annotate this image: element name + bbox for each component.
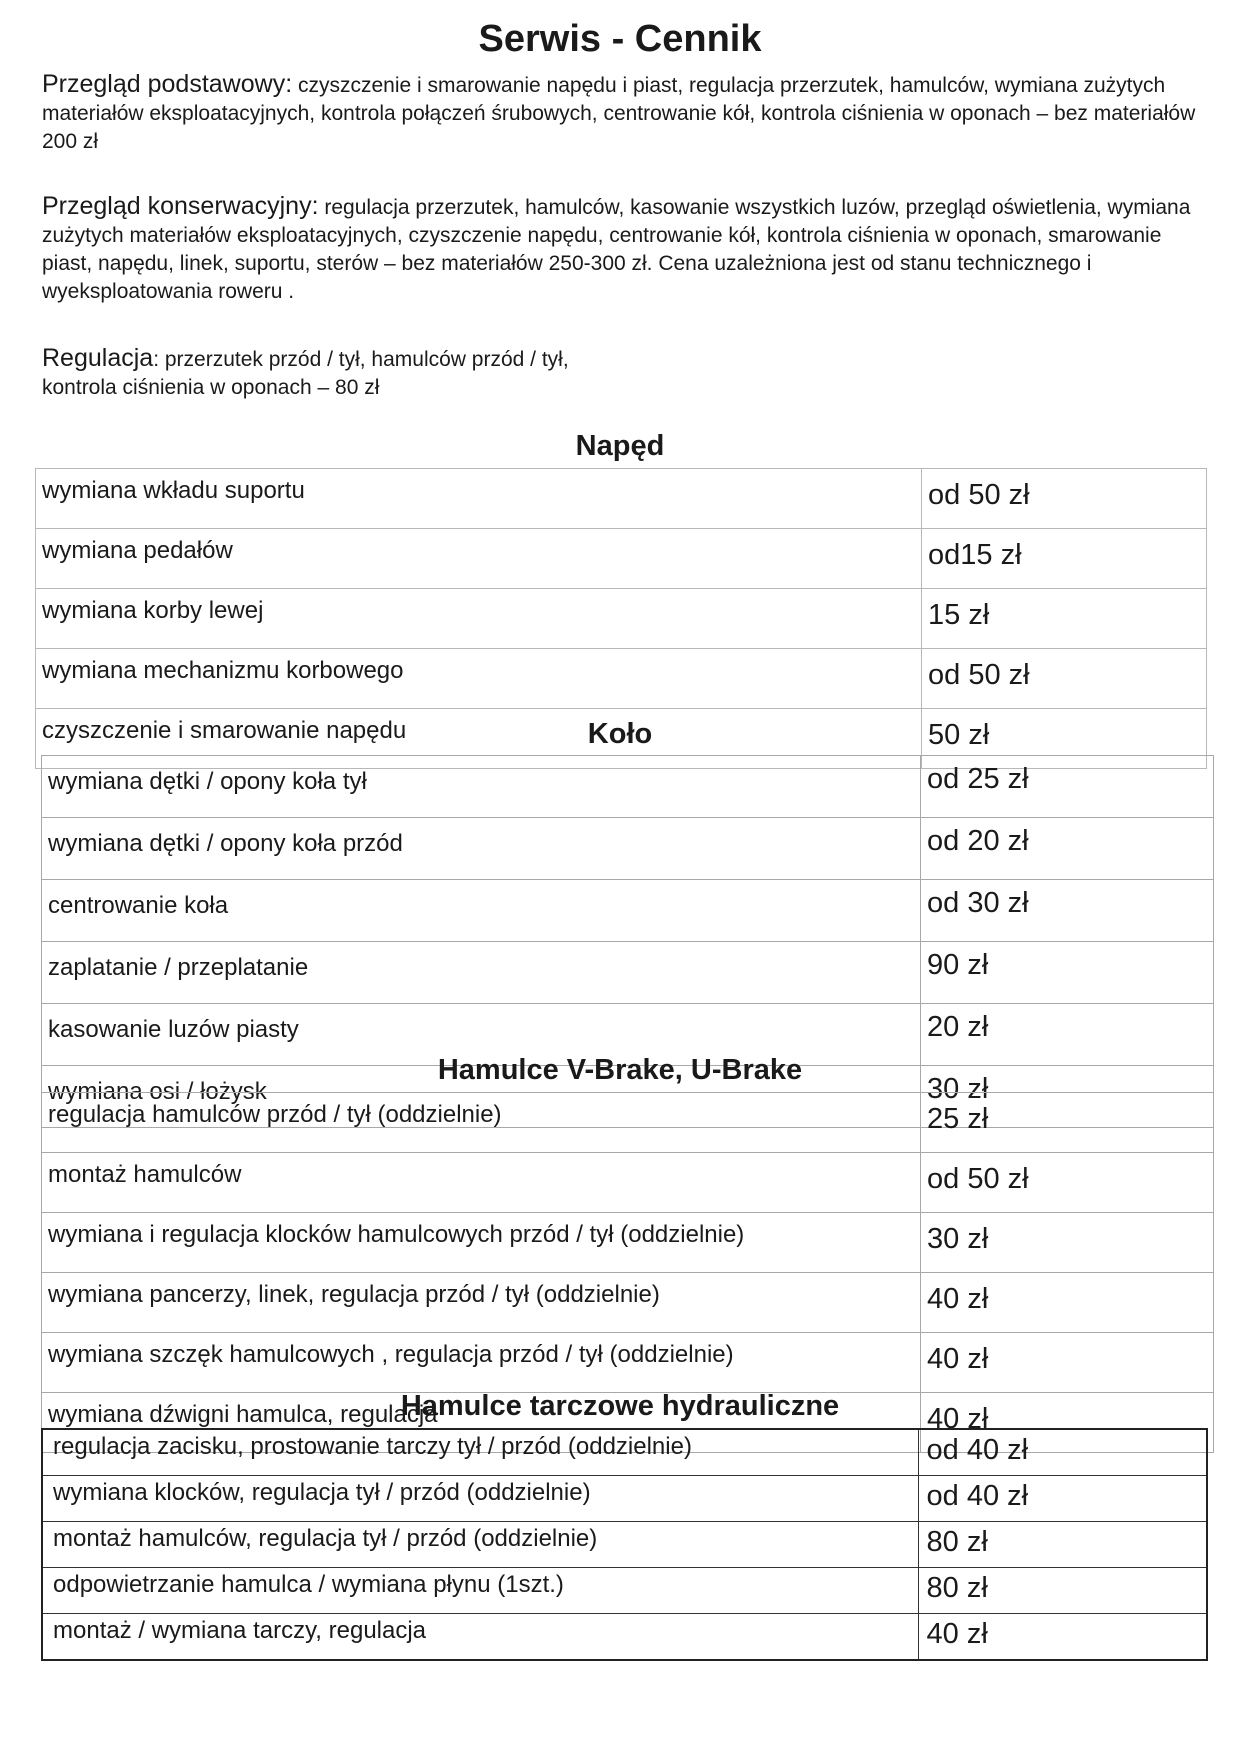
service-price: od 50 zł xyxy=(922,649,1207,709)
service-price: od 50 zł xyxy=(922,469,1207,529)
intro-adjustment xyxy=(42,344,1212,402)
service-name: zaplatanie / przeplatanie xyxy=(42,942,921,1004)
intro-maintenance-service xyxy=(42,192,1212,306)
service-name: wymiana pancerzy, linek, regulacja przód / tył (oddzielnie) xyxy=(42,1273,921,1333)
service-price: 15 zł xyxy=(922,589,1207,649)
service-name: wymiana i regulacja klocków hamulcowych przód / tył (oddzielnie) xyxy=(42,1213,921,1273)
intro-maintenance-text: regulacja przerzutek, hamulców, kasowanie wszystkich luzów, przegląd oświetlenia, wymiana zużytych materiałów eksploatacyjnych, czyszczenie napędu, centrowanie kół, kontrola ciśnienia w oponach, smarowanie piast, napędu, linek, suportu, sterów – bez materiałów 250-300 zł. Cena uzależniona jest od stanu technicznego i wyeksploatowania roweru . xyxy=(42,196,1191,303)
intro-adjustment-text-2: kontrola ciśnienia w oponach – 80 zł xyxy=(42,376,380,399)
service-price: od 30 zł xyxy=(921,880,1214,942)
service-name: kasowanie luzów piasty xyxy=(42,1004,921,1066)
service-name: montaż / wymiana tarczy, regulacja xyxy=(42,1614,918,1661)
table-row xyxy=(42,880,1214,942)
service-price: 30 zł xyxy=(921,1066,1214,1128)
service-name: wymiana korby lewej xyxy=(36,589,922,649)
table-row xyxy=(42,1093,1214,1153)
table-row xyxy=(36,589,1207,649)
service-name: wymiana dętki / opony koła przód xyxy=(42,818,921,880)
table-row xyxy=(36,469,1207,529)
intro-adjustment-lead: Regulacja xyxy=(42,344,154,372)
service-name: wymiana dętki / opony koła tył xyxy=(42,756,921,818)
service-price: 30 zł xyxy=(921,1213,1214,1273)
service-price: 50 zł xyxy=(922,709,1207,769)
service-name: wymiana szczęk hamulcowych , regulacja przód / tył (oddzielnie) xyxy=(42,1333,921,1393)
service-name: czyszczenie i smarowanie napędu xyxy=(36,709,922,769)
service-name: regulacja hamulców przód / tył (oddzielnie) xyxy=(42,1093,921,1153)
intro-adjustment-text: : przerzutek przód / tył, hamulców przód / tył, xyxy=(153,348,569,371)
service-price: od 40 zł xyxy=(918,1429,1207,1476)
service-price: 90 zł xyxy=(921,942,1214,1004)
intro-basic-lead: Przegląd podstawowy: xyxy=(42,70,293,98)
section-title-vbrake: Hamulce V-Brake, U-Brake xyxy=(437,1054,803,1086)
table-row xyxy=(42,756,1214,818)
table-row xyxy=(36,649,1207,709)
service-price: od 40 zł xyxy=(918,1476,1207,1522)
price-table-hydro xyxy=(41,1428,1208,1661)
table-row xyxy=(42,1568,1207,1614)
service-price: od15 zł xyxy=(922,529,1207,589)
service-price: 40 zł xyxy=(921,1393,1214,1453)
service-name: wymiana wkładu suportu xyxy=(36,469,922,529)
table-row xyxy=(42,818,1214,880)
table-row xyxy=(42,1153,1214,1213)
service-price: 40 zł xyxy=(918,1614,1207,1661)
service-price: 80 zł xyxy=(918,1568,1207,1614)
service-name: wymiana osi / łożysk xyxy=(42,1066,921,1128)
service-price: od 25 zł xyxy=(921,756,1214,818)
table-row xyxy=(42,942,1214,1004)
table-row xyxy=(42,1614,1207,1661)
page-title: Serwis - Cennik xyxy=(478,18,762,60)
service-name: wymiana pedałów xyxy=(36,529,922,589)
service-price: od 20 zł xyxy=(921,818,1214,880)
section-title-naped: Napęd xyxy=(575,430,665,462)
table-row xyxy=(42,1429,1207,1476)
service-name: montaż hamulców, regulacja tył / przód (oddzielnie) xyxy=(42,1522,918,1568)
service-price: 20 zł xyxy=(921,1004,1214,1066)
intro-basic-text: czyszczenie i smarowanie napędu i piast, regulacja przerzutek, hamulców, wymiana zużytych materiałów eksploatacyjnych, kontrola połączeń śrubowych, centrowanie kół, kontrola ciśnienia w oponach – bez materiałów 200 zł xyxy=(42,74,1196,153)
table-row xyxy=(36,529,1207,589)
section-title-kolo: Koło xyxy=(587,718,653,750)
service-name: centrowanie koła xyxy=(42,880,921,942)
service-price: 80 zł xyxy=(918,1522,1207,1568)
service-name: wymiana mechanizmu korbowego xyxy=(36,649,922,709)
service-name: wymiana klocków, regulacja tył / przód (oddzielnie) xyxy=(42,1476,918,1522)
service-price: 40 zł xyxy=(921,1273,1214,1333)
service-name: odpowietrzanie hamulca / wymiana płynu (1szt.) xyxy=(42,1568,918,1614)
section-title-hydro: Hamulce tarczowe hydrauliczne xyxy=(400,1390,840,1422)
table-row xyxy=(42,1476,1207,1522)
table-row xyxy=(42,1273,1214,1333)
table-row xyxy=(42,1522,1207,1568)
service-price: 25 zł xyxy=(921,1093,1214,1153)
service-price: 40 zł xyxy=(921,1333,1214,1393)
service-name: montaż hamulców xyxy=(42,1153,921,1213)
table-row xyxy=(42,1213,1214,1273)
service-name: wymiana dźwigni hamulca, regulacja xyxy=(42,1393,921,1453)
service-price: od 50 zł xyxy=(921,1153,1214,1213)
service-name: regulacja zacisku, prostowanie tarczy tył / przód (oddzielnie) xyxy=(42,1429,918,1476)
table-row xyxy=(42,1333,1214,1393)
intro-maintenance-lead: Przegląd konserwacyjny: xyxy=(42,192,319,220)
intro-basic-service xyxy=(42,70,1212,156)
